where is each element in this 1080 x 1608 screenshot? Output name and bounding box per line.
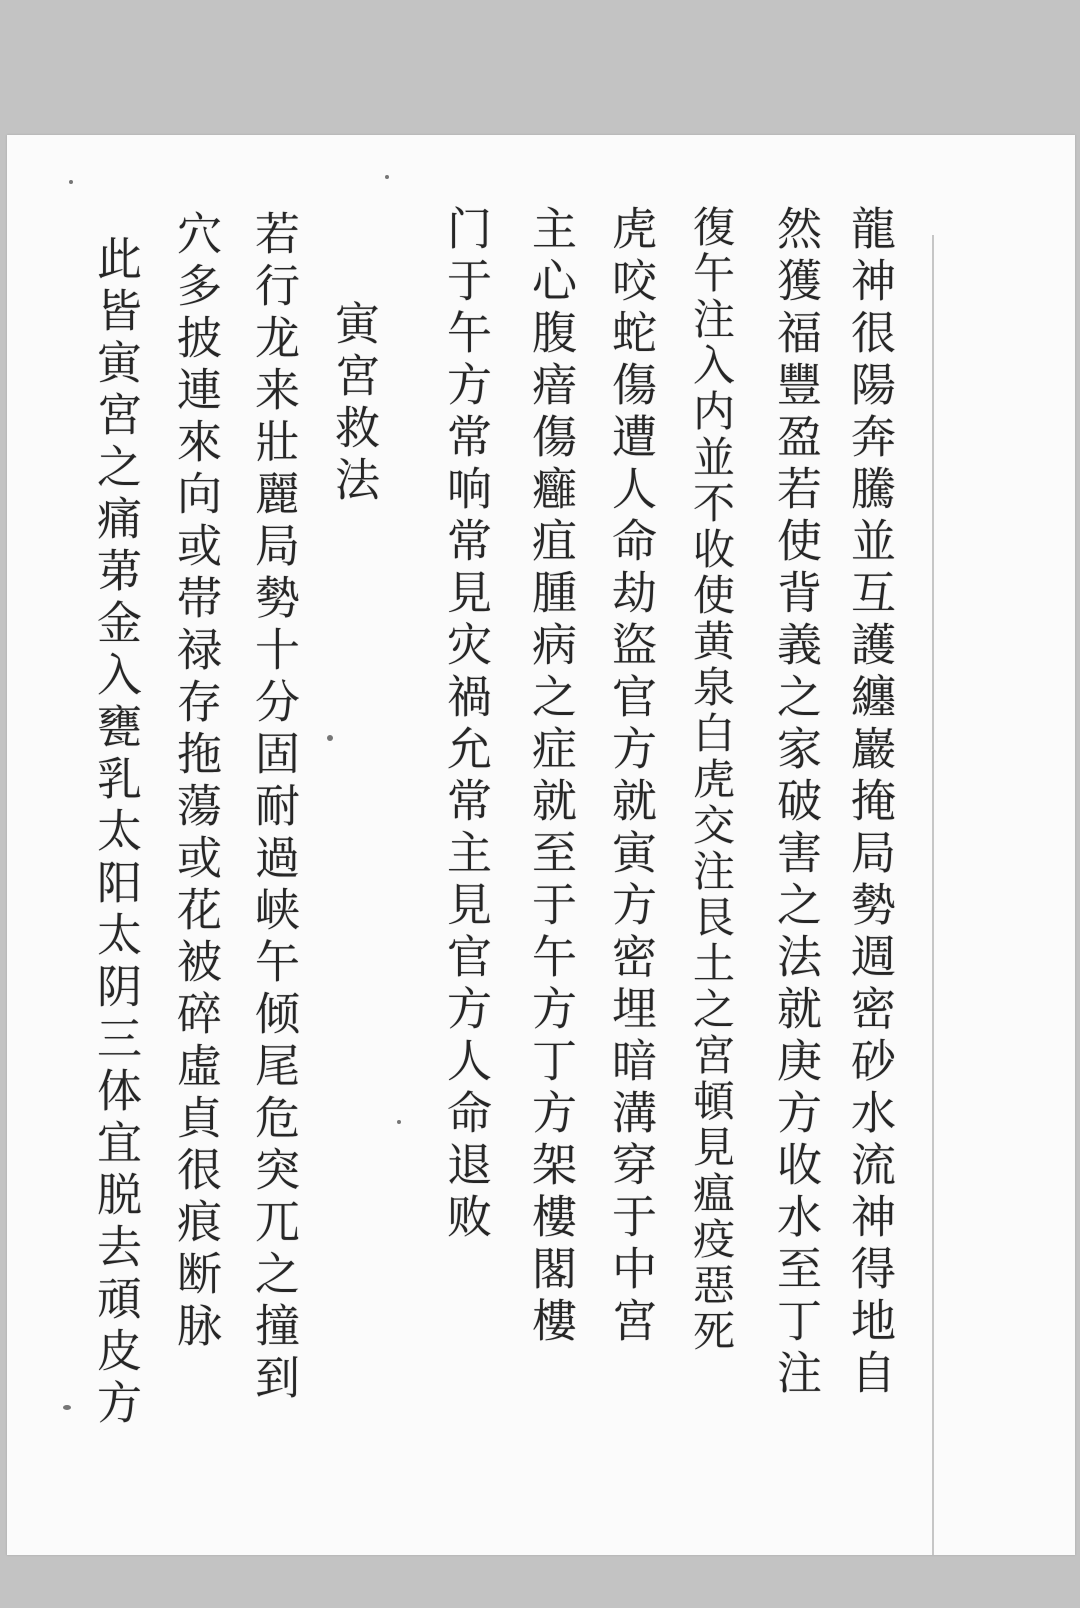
text-column-2: 然獲福豐盈若使背義之家破害之法就庚方收水至丁注: [769, 205, 822, 1401]
text-column-9: 此皆寅宮之痛苐金入甕乳太阳太阴三体宜脱去頑皮方: [89, 235, 142, 1431]
text-column-7: 若行龙来壯麗局勢十分固耐過峡午倾尾危突兀之撞到: [247, 210, 300, 1406]
text-column-8: 穴多披連來向或帯禄存拖蕩或花被碎虛貞很痕断脉: [169, 210, 222, 1354]
ink-speck: [63, 1405, 71, 1410]
text-column-3: 復午注入内並不收使黄泉白虎交注艮土之宮頓見瘟疫惡死: [687, 205, 736, 1355]
ink-speck: [385, 175, 389, 179]
text-column-5: 主心腹瘖傷癰疽腫病之症就至于午方丁方架樓閣樓: [524, 205, 577, 1349]
text-column-4: 虎咬蛇傷遭人命劫盜官方就寅方密埋暗溝穿于中宮: [604, 205, 657, 1349]
ink-speck: [69, 180, 73, 184]
manuscript-page: [7, 135, 1075, 1555]
text-column-6: 门于午方常响常見灾禍允常主見官方人命退败: [439, 205, 492, 1245]
ink-speck: [327, 735, 333, 741]
ink-speck: [397, 1120, 401, 1124]
column-rule: [932, 235, 934, 1555]
section-heading: 寅宮救法: [327, 300, 380, 508]
text-column-1: 龍神很陽奔騰並互護纏巖掩局勢週密砂水流神得地自: [843, 205, 896, 1401]
